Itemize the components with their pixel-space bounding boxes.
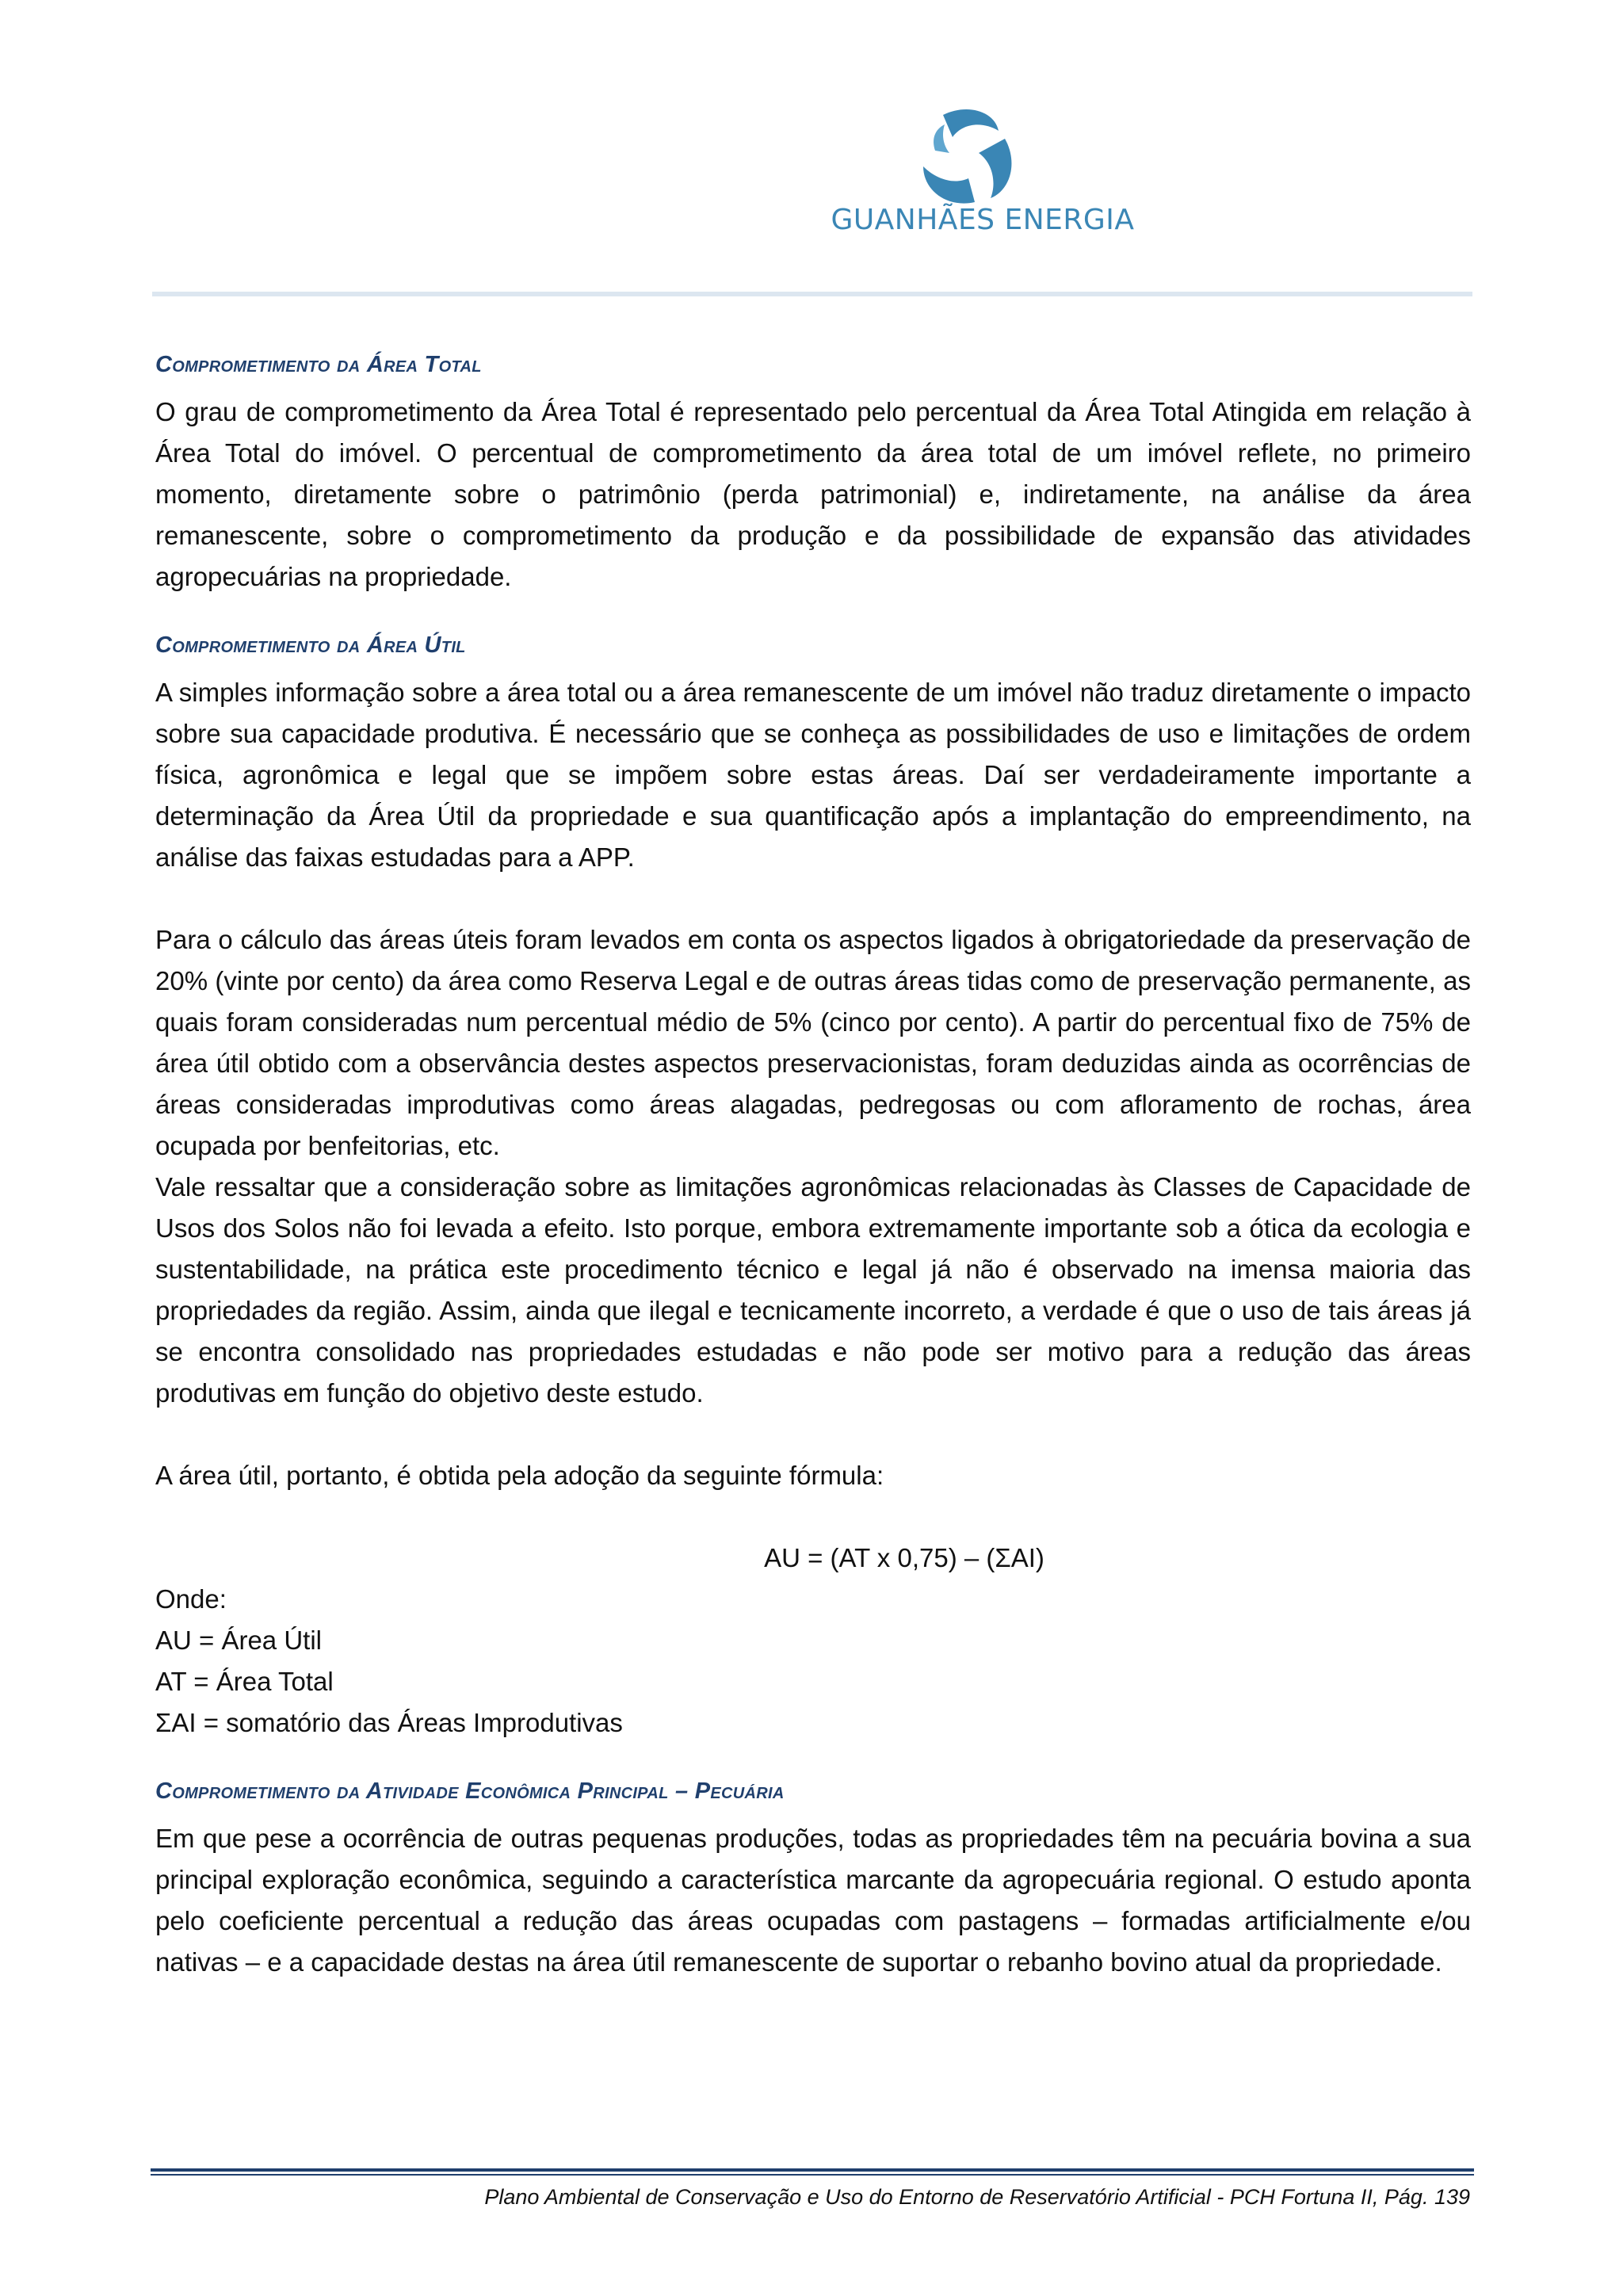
paragraph: A simples informação sobre a área total ou a área remanescente de um imóvel não traduz diretamente o impacto sobre sua capacidade produtiva. É necessário que se conheça as possibilidades de uso e limitações de ordem física, agronômica e legal que se impõem sobre estas áreas. Daí ser verdadeiramente importante a determinação da Área Útil da propriedade e sua quantificação após a implantação do empreendimento, na análise das faixas estudadas para a APP. (155, 678, 1471, 872)
company-logo (816, 107, 1149, 246)
definition-line: AT = Área Total (155, 1667, 334, 1696)
header-divider (152, 292, 1472, 296)
paragraph: O grau de comprometimento da Área Total é representado pelo percentual da Área Total Atingida em relação à Área Total do imóvel. O percentual de comprometimento da área total de um imóvel reflete, no primeiro momento, diretamente sobre o patrimônio (perda patrimonial) e, indiretamente, na análise da área remanescente, sobre o comprometimento da produção e da possibilidade de expansão das atividades agropecuárias na propriedade. (155, 397, 1471, 591)
footer-divider-thin (151, 2174, 1474, 2176)
definition-line: Onde: (155, 1584, 227, 1614)
paragraph: Vale ressaltar que a consideração sobre as limitações agronômicas relacionadas às Classes de Capacidade de Usos dos Solos não foi levada a efeito. Isto porque, embora extremamente importante sob a ótica da ecologia e sustentabilidade, na prática este procedimento técnico e legal já não é observado na imensa maioria das propriedades da região. Assim, ainda que ilegal e tecnicamente incorreto, a verdade é que o uso de tais áreas já se encontra consolidado nas propriedades estudadas e não pode ser motivo para a redução das áreas produtivas em função do objetivo deste estudo. (155, 1172, 1471, 1408)
paragraph: Em que pese a ocorrência de outras pequenas produções, todas as propriedades têm na pecuária bovina a sua principal exploração econômica, seguindo a característica marcante da agropecuária regional. O estudo aponta pelo coeficiente percentual a redução das áreas ocupadas com pastagens – formadas artificialmente e/ou nativas – e a capacidade destas na área útil remanescente de suportar o rebanho bovino atual da propriedade. (155, 1824, 1471, 1977)
section-heading-area-total: Comprometimento da Área Total (155, 352, 482, 377)
formula: AU = (AT x 0,75) – (ΣAI) (764, 1543, 1044, 1572)
section-heading-pecuaria: Comprometimento da Atividade Econômica Principal – Pecuária (155, 1778, 785, 1804)
section-heading-area-util: Comprometimento da Área Útil (155, 632, 466, 658)
guanhaes-logo-icon (919, 107, 1022, 210)
page-footer: Plano Ambiental de Conservação e Uso do Entorno de Reservatório Artificial - PCH Fortuna II, Pág. 139 (484, 2185, 1470, 2209)
footer-divider (151, 2168, 1474, 2172)
paragraph: A área útil, portanto, é obtida pela adoção da seguinte fórmula: (155, 1461, 884, 1490)
logo-text: GUANHÃES ENERGIA (831, 204, 1135, 236)
document-body (155, 349, 1471, 1983)
definition-line: ΣAI = somatório das Áreas Improdutivas (155, 1708, 623, 1737)
formula-definitions (155, 1579, 1471, 1744)
paragraph: Para o cálculo das áreas úteis foram levados em conta os aspectos ligados à obrigatoriedade da preservação de 20% (vinte por cento) da área como Reserva Legal e de outras áreas tidas como de preservação permanente, as quais foram consideradas num percentual médio de 5% (cinco por cento). A partir do percentual fixo de 75% de área útil obtido com a observância destes aspectos preservacionistas, foram deduzidas ainda as ocorrências de áreas consideradas improdutivas como áreas alagadas, pedregosas ou com afloramento de rochas, área ocupada por benfeitorias, etc. (155, 925, 1471, 1160)
definition-line: AU = Área Útil (155, 1626, 322, 1655)
